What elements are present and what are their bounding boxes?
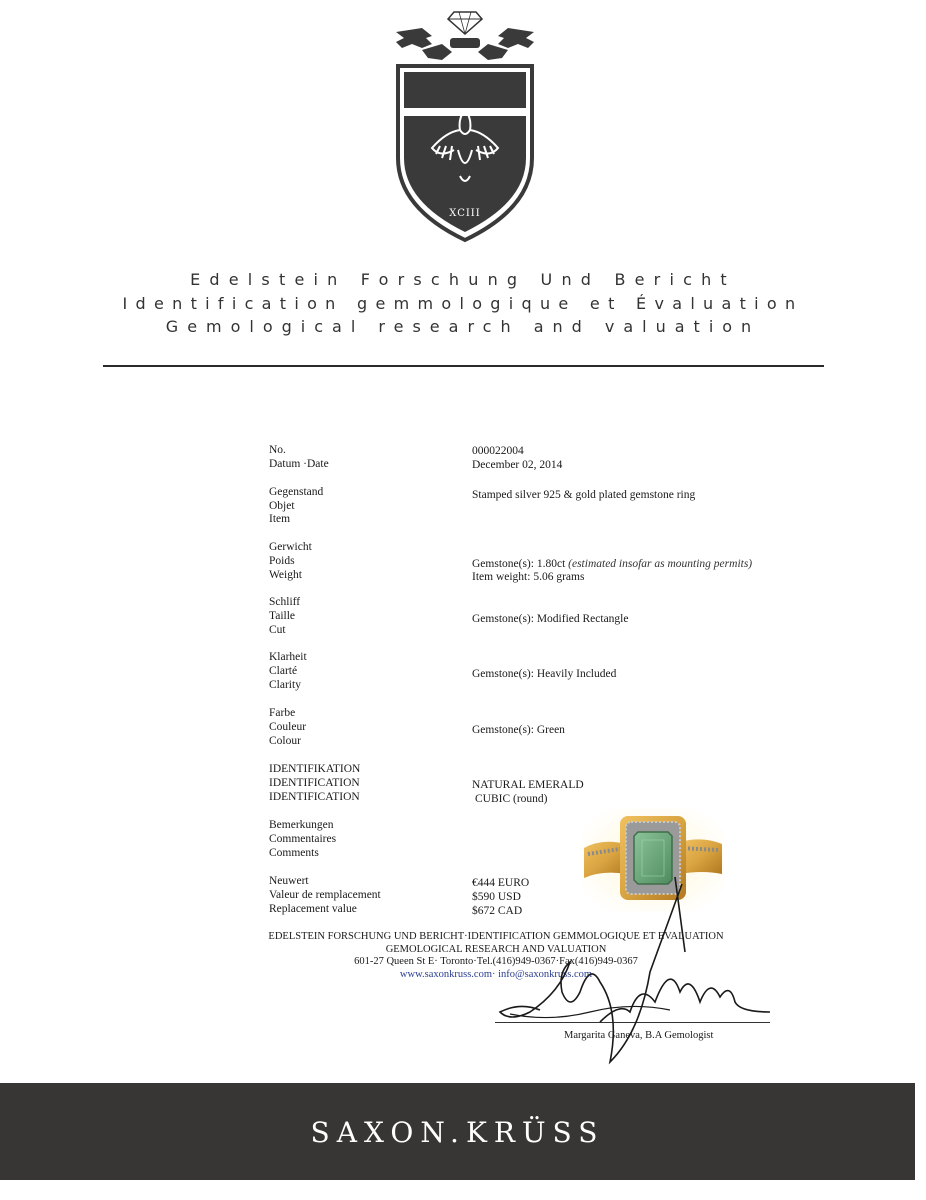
label-no: No. — [269, 444, 286, 456]
value-colour: Gemstone(s): Green — [472, 724, 565, 736]
label-cut-fr: Taille — [269, 610, 296, 622]
header-line-french: Identification gemmologique et Évaluation — [122, 294, 804, 313]
label-item-de: Gegenstand — [269, 486, 324, 498]
crest-logo — [392, 8, 538, 244]
value-identification-2: CUBIC (round) — [475, 793, 548, 805]
label-value-en: Replacement value — [269, 903, 357, 915]
label-date: Datum ·Date — [269, 458, 329, 470]
brand-name: SAXON.KRÜSS — [310, 1116, 605, 1149]
header-divider — [103, 365, 824, 367]
value-item-weight: Item weight: 5.06 grams — [472, 571, 585, 583]
signature-scribble — [470, 862, 770, 1082]
diamond-icon — [448, 12, 482, 34]
company-name: EDELSTEIN FORSCHUNG UND BERICHT·IDENTIFICATION GEMMOLOGIQUE ET EVALUATION — [268, 931, 724, 942]
label-value-de: Neuwert — [269, 875, 309, 887]
label-identification-en: IDENTIFICATION — [269, 791, 360, 803]
label-clarity-fr: Clarté — [269, 665, 298, 677]
gem-weight-note: (estimated insofar as mounting permits) — [568, 558, 753, 570]
label-weight-fr: Poids — [269, 555, 295, 567]
label-item-en: Item — [269, 513, 291, 525]
company-web-link[interactable]: www.saxonkruss.com· info@saxonkruss.com — [399, 968, 593, 980]
value-euro: €444 EURO — [472, 877, 530, 889]
label-clarity-en: Clarity — [269, 679, 301, 691]
gem-weight-text: Gemstone(s): 1.80ct — [472, 558, 566, 570]
value-date: December 02, 2014 — [472, 459, 563, 471]
label-clarity-de: Klarheit — [269, 651, 307, 663]
svg-text:XCIII: XCIII — [449, 208, 481, 219]
label-colour-de: Farbe — [269, 707, 296, 719]
value-no: 000022004 — [472, 445, 524, 457]
label-weight-de: Gerwicht — [269, 541, 312, 553]
label-cut-en: Cut — [269, 624, 286, 636]
header-line-english: Gemological research and valuation — [165, 317, 761, 336]
label-identification-fr: IDENTIFICATION — [269, 777, 360, 789]
header-line-german: Edelstein Forschung Und Bericht — [190, 270, 736, 289]
label-comments-de: Bemerkungen — [269, 819, 334, 831]
label-colour-en: Colour — [269, 735, 301, 747]
label-weight-en: Weight — [269, 569, 302, 581]
value-cad: $672 CAD — [472, 905, 523, 917]
value-identification-1: NATURAL EMERALD — [472, 779, 584, 791]
company-subtitle: GEMOLOGICAL RESEARCH AND VALUATION — [385, 943, 607, 955]
label-identification-de: IDENTIFIKATION — [269, 763, 361, 775]
company-address: 601-27 Queen St E· Toronto·Tel.(416)949-0367·Fax(416)949-0367 — [354, 956, 638, 967]
label-colour-fr: Couleur — [269, 721, 307, 733]
label-item-fr: Objet — [269, 500, 295, 512]
label-value-fr: Valeur de remplacement — [269, 889, 381, 901]
label-comments-fr: Commentaires — [269, 833, 337, 845]
value-clarity: Gemstone(s): Heavily Included — [472, 668, 617, 680]
signature-name: Margarita Ganeva, B.A Gemologist — [564, 1030, 714, 1041]
value-item: Stamped silver 925 & gold plated gemstone ring — [472, 489, 696, 501]
label-comments-en: Comments — [269, 847, 319, 859]
label-cut-de: Schliff — [269, 596, 301, 608]
value-gem-weight — [472, 557, 752, 571]
value-cut: Gemstone(s): Modified Rectangle — [472, 613, 629, 625]
value-usd: $590 USD — [472, 891, 521, 903]
